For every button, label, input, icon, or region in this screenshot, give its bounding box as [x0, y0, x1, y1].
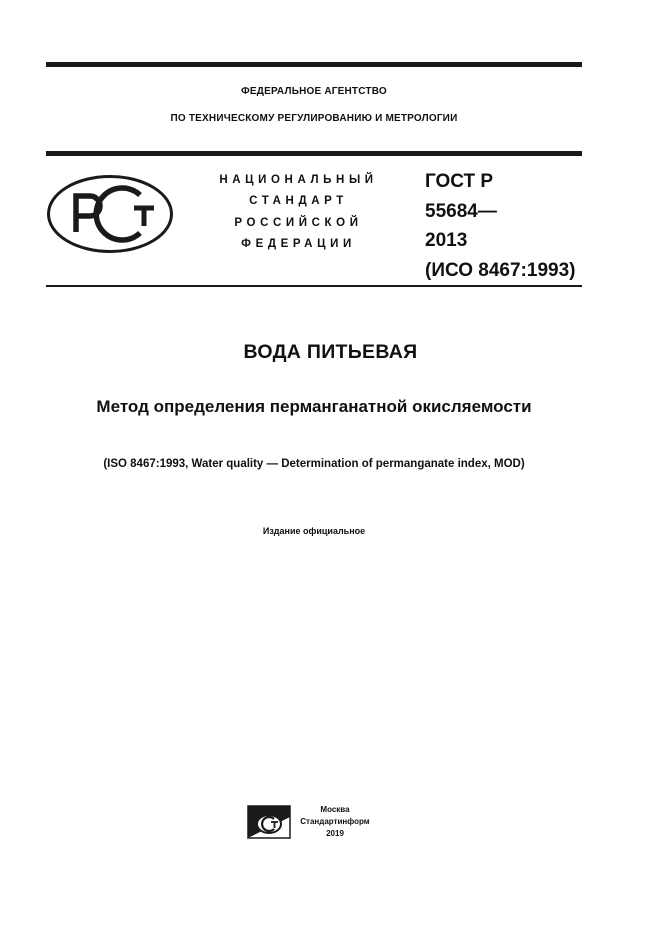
national-standard-line-3: РОССИЙСКОЙ: [234, 216, 363, 229]
national-standard-line-2: СТАНДАРТ: [249, 195, 348, 208]
designation-line-1: ГОСТ Р: [425, 171, 494, 192]
publisher-city: Москва: [320, 805, 350, 814]
national-standard-line-1: НАЦИОНАЛЬНЫЙ: [219, 174, 378, 186]
agency-name-line-1: ФЕДЕРАЛЬНОЕ АГЕНТСТВО: [241, 86, 387, 97]
iso-reference: (ISO 8467:1993, Water quality — Determination of permanganate index, MOD): [103, 458, 525, 470]
designation-line-2: 55684—: [425, 200, 497, 222]
designation-line-3: 2013: [425, 230, 468, 251]
document-subtitle: Метод определения перманганатной окисляемости: [96, 397, 532, 416]
national-standard-label: [196, 170, 401, 255]
top-rule: [46, 62, 582, 67]
edition-label: Издание официальное: [262, 526, 366, 536]
header-top-rule: [46, 151, 582, 156]
designation-line-4: (ИСО 8467:1993): [425, 259, 576, 281]
publication-year: 2019: [326, 829, 344, 838]
rst-certification-mark-icon: [46, 174, 174, 254]
standard-designation: [425, 167, 585, 285]
agency-name-line-2: ПО ТЕХНИЧЕСКОМУ РЕГУЛИРОВАНИЮ И МЕТРОЛОГИИ: [170, 113, 458, 124]
header-bottom-rule: [46, 285, 582, 287]
national-standard-line-4: ФЕДЕРАЦИИ: [241, 237, 356, 250]
document-title: ВОДА ПИТЬЕВАЯ: [243, 341, 418, 363]
publisher-name: Стандартинформ: [300, 817, 370, 826]
publisher-block: [292, 804, 378, 840]
standartinform-logo-icon: [247, 805, 291, 839]
